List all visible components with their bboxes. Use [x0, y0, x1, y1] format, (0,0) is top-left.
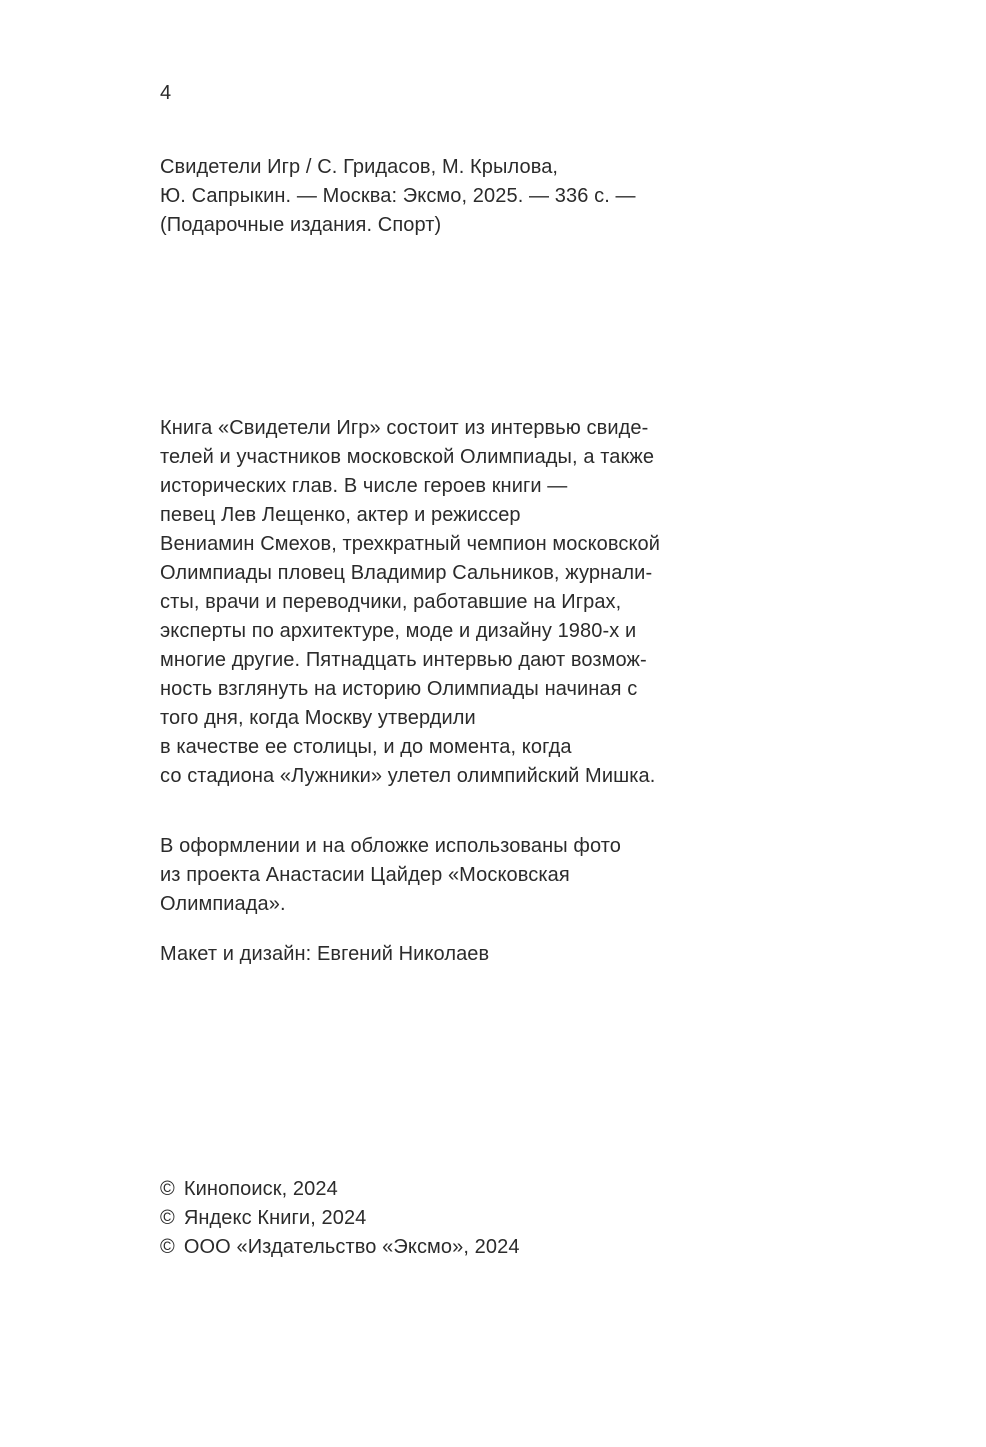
annotation-line: со стадиона «Лужники» улетел олимпийский Мишка. [160, 765, 656, 787]
annotation-line: Вениамин Смехов, трехкратный чемпион московской [160, 533, 661, 555]
page-number: 4 [160, 82, 172, 104]
bibliography-line: Ю. Сапрыкин. — Москва: Эксмо, 2025. — 336 с. — [160, 185, 636, 207]
annotation-line: Книга «Свидетели Игр» состоит из интервью свиде- [160, 417, 649, 439]
bibliography-line: (Подарочные издания. Спорт) [160, 214, 442, 236]
copyright-symbol: © [160, 1236, 175, 1258]
copyright-line [160, 1233, 866, 1262]
annotation-block [160, 414, 866, 791]
annotation-line: многие другие. Пятнадцать интервью дают возмож- [160, 649, 647, 671]
copyright-text: ООО «Издательство «Эксмо», 2024 [183, 1236, 520, 1258]
copyright-block [160, 1175, 866, 1262]
copyright-line [160, 1175, 866, 1204]
copyright-symbol: © [160, 1207, 175, 1229]
design-credit: Макет и дизайн: Евгений Николаев [160, 943, 490, 965]
photo-credit-block [160, 832, 866, 919]
annotation-line: Олимпиады пловец Владимир Сальников, журнали- [160, 562, 653, 584]
copyright-text: Яндекс Книги, 2024 [183, 1207, 367, 1229]
photo-credit-line: Олимпиада». [160, 893, 286, 915]
copyright-symbol: © [160, 1178, 175, 1200]
annotation-line: телей и участников московской Олимпиады, а также [160, 446, 655, 468]
bibliography-block [160, 153, 866, 240]
photo-credit-line: В оформлении и на обложке использованы фото [160, 835, 622, 857]
annotation-line: эксперты по архитектуре, моде и дизайну 1980-х и [160, 620, 637, 642]
annotation-line: сты, врачи и переводчики, работавшие на Играх, [160, 591, 622, 613]
copyright-line [160, 1204, 866, 1233]
annotation-line: ность взглянуть на историю Олимпиады начиная с [160, 678, 638, 700]
copyright-text: Кинопоиск, 2024 [183, 1178, 338, 1200]
annotation-line: того дня, когда Москву утвердили [160, 707, 476, 729]
annotation-line: в качестве ее столицы, и до момента, когда [160, 736, 572, 758]
annotation-line: исторических глав. В числе героев книги — [160, 475, 568, 497]
annotation-line: певец Лев Лещенко, актер и режиссер [160, 504, 521, 526]
photo-credit-line: из проекта Анастасии Цайдер «Московская [160, 864, 570, 886]
bibliography-line: Свидетели Игр / С. Гридасов, М. Крылова, [160, 156, 559, 178]
